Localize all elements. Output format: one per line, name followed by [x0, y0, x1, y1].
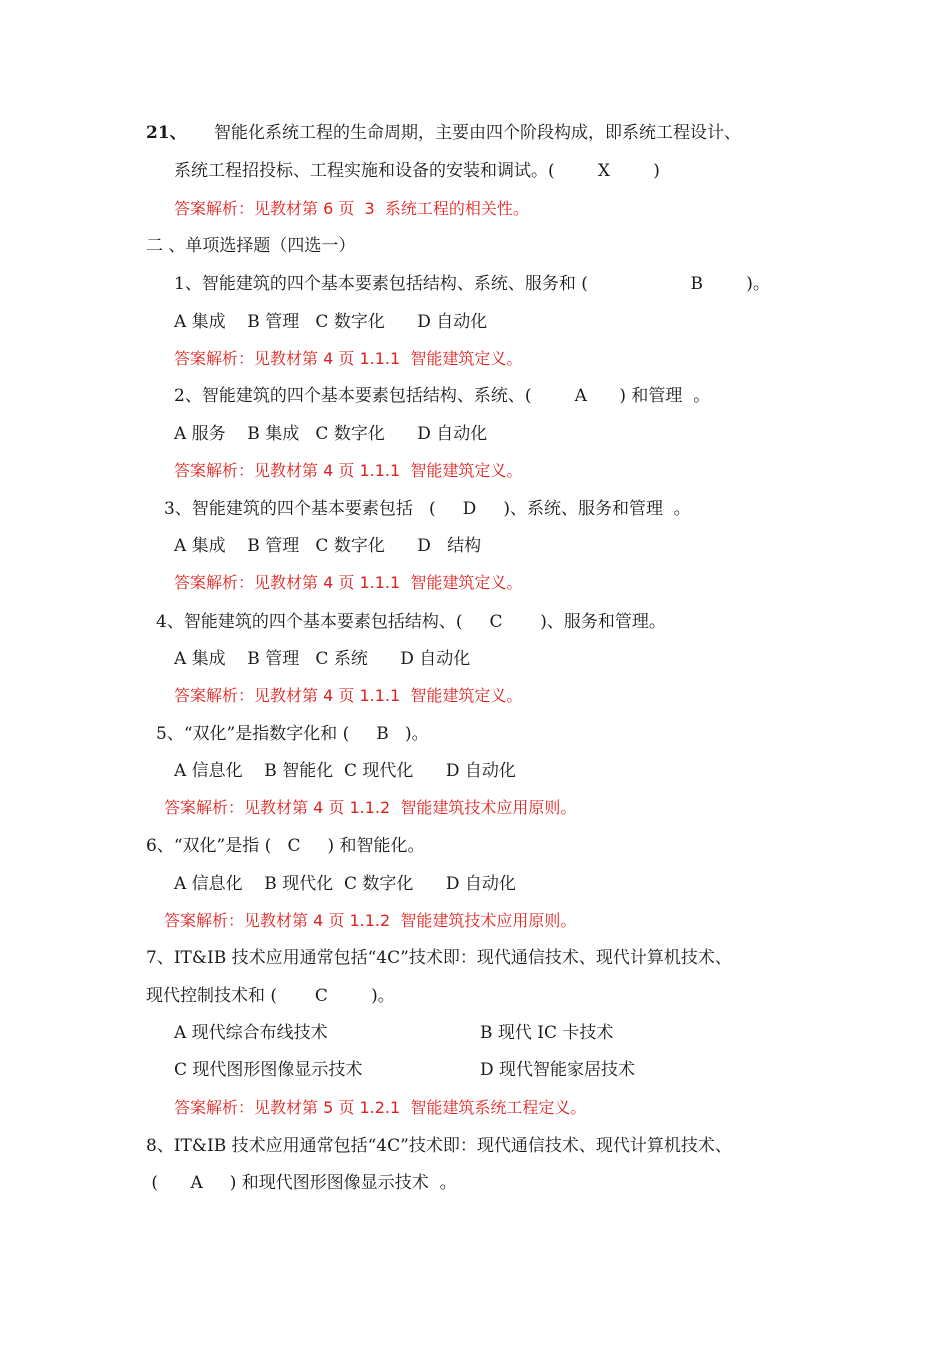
q7-option-b: B 现代 IC 卡技术 [480, 1023, 614, 1043]
q3-options: A 集成 B 管理 C 数字化 D 结构 [174, 536, 482, 556]
q6-stem: 6、“双化”是指 ( C ) 和智能化。 [146, 836, 425, 856]
q7-option-c: C 现代图形图像显示技术 [174, 1060, 363, 1080]
q2-stem: 2、智能建筑的四个基本要素包括结构、系统、( A ) 和管理 。 [174, 386, 711, 406]
q4-stem: 4、智能建筑的四个基本要素包括结构、( C )、服务和管理。 [156, 612, 666, 632]
q3-answer: 答案解析：见教材第 4 页 1.1.1 智能建筑定义。 [174, 573, 523, 592]
q5-answer: 答案解析：见教材第 4 页 1.1.2 智能建筑技术应用原则。 [164, 798, 577, 817]
q8-stem-line2: ( A ) 和现代图形图像显示技术 。 [146, 1173, 457, 1193]
q7-answer: 答案解析：见教材第 5 页 1.2.1 智能建筑系统工程定义。 [174, 1098, 587, 1117]
q6-options: A 信息化 B 现代化 C 数字化 D 自动化 [174, 874, 516, 894]
q1-options: A 集成 B 管理 C 数字化 D 自动化 [174, 312, 488, 332]
q2-options: A 服务 B 集成 C 数字化 D 自动化 [174, 424, 488, 444]
q7-stem-line1: 7、IT&IB 技术应用通常包括“4C”技术即：现代通信技术、现代计算机技术、 [146, 948, 732, 968]
q21-stem-line2: 系统工程招投标、工程实施和设备的安装和调试。( X ) [174, 161, 660, 181]
q7-option-d: D 现代智能家居技术 [480, 1060, 636, 1080]
q5-stem: 5、“双化”是指数字化和 ( B )。 [156, 724, 429, 744]
q1-stem: 1、智能建筑的四个基本要素包括结构、系统、服务和 ( B )。 [174, 274, 770, 294]
q1-answer: 答案解析：见教材第 4 页 1.1.1 智能建筑定义。 [174, 349, 523, 368]
q7-option-a: A 现代综合布线技术 [174, 1023, 328, 1043]
q5-options: A 信息化 B 智能化 C 现代化 D 自动化 [174, 761, 516, 781]
q3-stem: 3、智能建筑的四个基本要素包括 ( D )、系统、服务和管理 。 [164, 499, 691, 519]
q21-answer: 答案解析：见教材第 6 页 3 系统工程的相关性。 [174, 199, 529, 218]
q6-answer: 答案解析：见教材第 4 页 1.1.2 智能建筑技术应用原则。 [164, 911, 577, 930]
q2-answer: 答案解析：见教材第 4 页 1.1.1 智能建筑定义。 [174, 461, 523, 480]
q4-answer: 答案解析：见教材第 4 页 1.1.1 智能建筑定义。 [174, 686, 523, 705]
q7-stem-line2: 现代控制技术和 ( C )。 [146, 986, 395, 1006]
q4-options: A 集成 B 管理 C 系统 D 自动化 [174, 649, 471, 669]
q8-stem-line1: 8、IT&IB 技术应用通常包括“4C”技术即：现代通信技术、现代计算机技术、 [146, 1136, 732, 1156]
q21-stem-line1: 智能化系统工程的生命周期，主要由四个阶段构成，即系统工程设计、 [214, 123, 741, 143]
q21-number: 21、 [146, 123, 187, 143]
section-title: 二 、单项选择题（四选一） [146, 236, 356, 256]
